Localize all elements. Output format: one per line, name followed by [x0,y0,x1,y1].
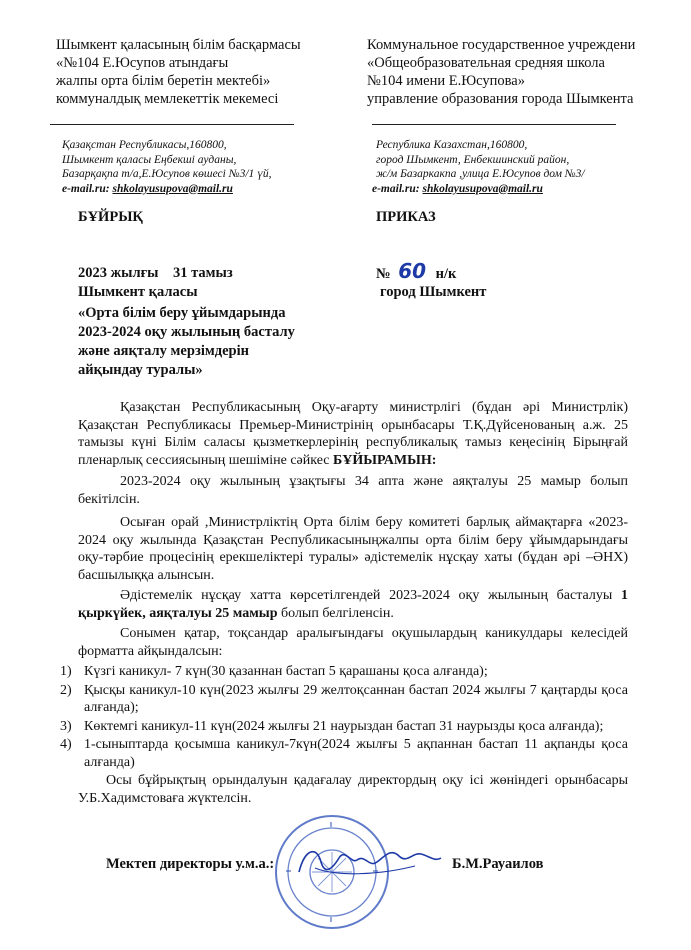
header-kz [56,36,301,108]
list-item [52,682,628,717]
list-item-text: 1-сыныптарда қосымша каникул-7күн(2024 жылғы 5 ақпаннан бастап 11 ақпанды қоса алғанда) [84,737,628,770]
header-ru-divider [372,124,616,125]
dates-text-a: Әдістемелік нұсқау хатта көрсетілгендей 2023-2024 оқу жылының басталуы [120,588,621,603]
address-kz-line: Шымкент қаласы Еңбекші ауданы, [62,153,237,166]
address-kz-line: Базарқақпа т/а,Е.Юсупов көшесі №3/1 үй, [62,168,272,180]
order-date: 2023 жылғы 31 тамыз [78,265,233,281]
header-ru [367,36,687,108]
order-number-prefix: № [376,266,391,282]
email-kz [62,182,272,197]
paragraph-methodology: Осыған орай ,Министрліктің Орта білім беру комитеті барлық аймақтарға «2023-2024 оқу жылында Қазақстан Республикасыныңжалпы орта білім беру ұйымдарындағы оқу-тәрбие процесінің ерекшеліктері туралы» әдістемелік нұсқау хаты (бұдан әрі –ӘНХ) басшылыққа алынсын. [78,515,628,583]
list-item-number: 3) [60,718,72,734]
order-number [376,259,457,284]
city-kz: Шымкент қаласы [78,284,198,300]
list-item-number: 1) [60,664,72,679]
header-ru-line: управление образования города Шымкента [367,91,634,107]
order-title-line: айқындау туралы» [78,362,203,378]
header-ru-line: «Общеобразовательная средняя школа [367,55,605,71]
list-item-text: Қысқы каникул-10 күн(2023 жылғы 29 желтоқсаннан бастап 2024 жылғы 7 қаңтарды қоса алғанда); [84,682,628,715]
header-kz-line: Шымкент қаласының білім басқармасы [56,37,301,53]
address-ru [372,138,585,196]
dates-text-b: болып белгіленсін. [277,605,394,621]
signature-icon [295,838,445,884]
doc-type-kz: БҰЙРЫҚ [78,209,143,225]
email-label-kz: e-mail.ru: [62,182,110,195]
email-link-kz[interactable]: shkolayusupova@mail.ru [112,182,233,195]
director-role: Мектеп директоры у.м.а.: [106,856,275,872]
address-kz [62,138,272,196]
list-item-number: 4) [60,737,72,752]
email-label-ru: e-mail.ru: [372,182,420,195]
paragraph-control: Осы бұйрықтың орындалуын қадағалау директордың оқу ісі жөніндегі орынбасары У.Б.Хадимстоваға жүктелсін. [78,773,628,806]
list-item-number: 2) [60,682,72,698]
order-word: БҰЙЫРАМЫН: [333,452,437,468]
holiday-list [52,663,628,771]
address-ru-line: Республика Казахстан,160800, [376,139,528,151]
email-ru [372,182,585,197]
intro-text: Қазақстан Республикасының Оқу-ағарту министрлігі (бұдан әрі Министрлік) Қазақстан Республикасы Премьер-Министрінің орынбасары Т.Қ.Дүйсенованың а.ж. 25 тамызы күні Білім саласы қызметкерлерінің республикалық тамыз кеңесінің Бірыңғай пленарлық сессиясының шешіміне сәйкес [78,400,628,468]
dates-bold: 1 қыркүйек, аяқталуы 25 мамыр [78,588,628,621]
order-title-line: 2023-2024 оқу жылының басталу [78,324,295,340]
header-kz-line: жалпы орта білім беретін мектебі» [56,73,271,89]
header-ru-line: №104 имени Е.Юсупова» [367,73,525,89]
paragraph-holidays: Сонымен қатар, тоқсандар аралығындағы оқушылардың каникулдары келесідей форматта айқындалсын: [78,626,628,659]
address-ru-line: город Шымкент, Енбекшинский район, [376,153,570,166]
order-number-handwritten: 60 [398,259,427,283]
header-ru-line: Коммунальное государственное учреждени [367,37,636,53]
address-ru-line: ж/м Базаркакпа ,улица Е.Юсупов дом №3/ [376,168,585,180]
paragraph-dates [78,587,628,622]
order-title-line: және аяқталу мерзімдерін [78,343,250,359]
order-title-line: «Орта білім беру ұйымдарында [78,305,286,321]
list-item-text: Күзгі каникул- 7 күн(30 қазаннан бастап 5 қарашаны қоса алғанда); [84,664,488,679]
city-ru: город Шымкент [380,284,487,300]
intro-paragraph [78,399,628,469]
order-title [78,304,295,380]
doc-type-ru: ПРИКАЗ [376,209,436,225]
order-body [60,399,628,810]
director-name: Б.М.Рауаилов [452,856,544,872]
list-item [52,718,628,736]
email-link-ru[interactable]: shkolayusupova@mail.ru [422,182,543,195]
paragraph-duration: 2023-2024 оқу жылының ұзақтығы 34 апта және аяқталуы 25 мамыр болып бекітілсін. [78,474,628,507]
list-item-text: Көктемгі каникул-11 күн(2024 жылғы 21 наурыздан бастап 31 наурызды қоса алғанда); [84,718,604,734]
header-kz-line: «№104 Е.Юсупов атындағы [56,55,229,71]
order-number-suffix: н/к [435,266,457,282]
list-item [52,663,628,681]
header-kz-line: коммуналдық мемлекеттік мекемесі [56,91,279,107]
header-kz-divider [50,124,294,125]
list-item [52,736,628,771]
address-kz-line: Қазақстан Республикасы,160800, [62,139,227,151]
handwritten-signature [295,838,445,884]
